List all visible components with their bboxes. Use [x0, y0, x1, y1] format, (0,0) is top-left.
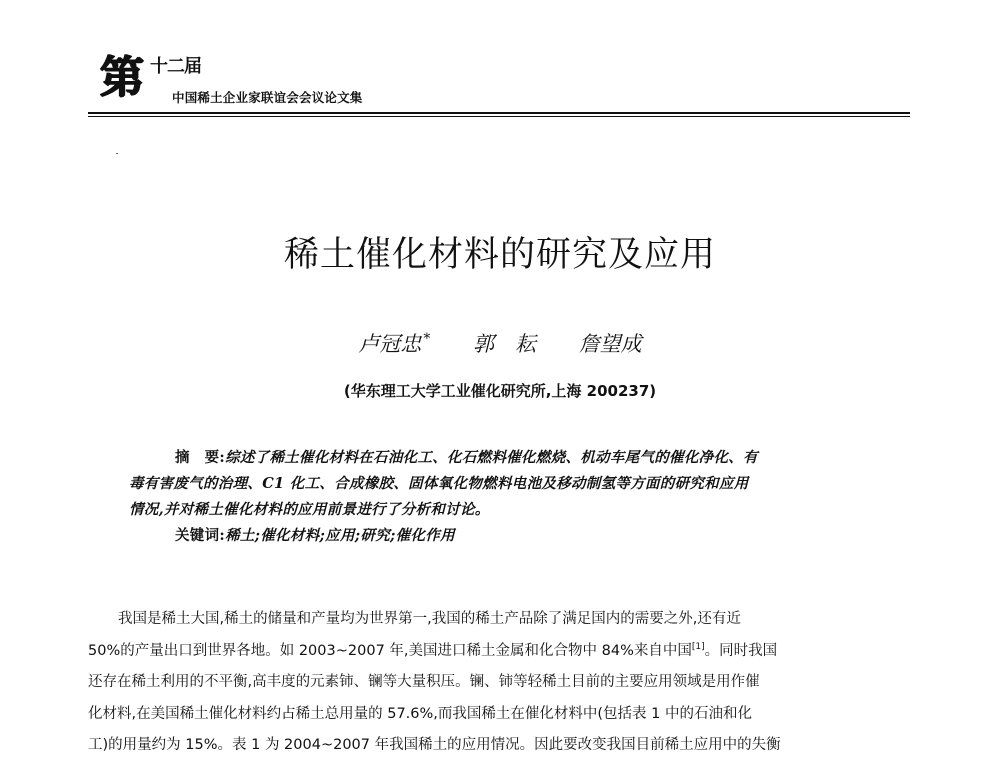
proceedings-subtitle: 中国稀土企业家联谊会会议论文集	[172, 90, 363, 105]
header-rule-thin	[88, 116, 910, 117]
header-rule	[88, 112, 910, 114]
body-line-text: 50%的产量出口到世界各地。如 2003~2007 年,美国进口稀土金属和化合物中 84%来自中国	[88, 642, 692, 659]
paper-title: 稀土催化材料的研究及应用	[283, 235, 716, 275]
author-list	[0, 325, 1000, 358]
body-line: 还存在稀土利用的不平衡,高丰度的元素铈、镧等大量积压。镧、铈等轻稀土目前的主要应用领域是用作催	[88, 674, 760, 691]
scan-speck	[116, 153, 118, 154]
keywords	[175, 523, 874, 549]
abstract-label: 摘 要:	[175, 449, 226, 466]
author-1	[358, 325, 430, 358]
citation-ref: [1]	[691, 641, 705, 652]
abstract-line	[129, 445, 874, 471]
body-line: 工)的用量约为 15%。表 1 为 2004~2007 年我国稀土的应用情况。因此要改变我国目前稀土应用中的失衡	[88, 737, 781, 754]
body-line: 我国是稀土大国,稀土的储量和产量均为世界第一,我国的稀土产品除了满足国内的需要之外,还有近	[118, 611, 741, 627]
logo-edition: 十二届	[150, 56, 201, 77]
abstract-text: 综述了稀土催化材料在石油化工、化石燃料催化燃烧、机动车尾气的催化净化、有	[225, 449, 758, 466]
keywords-value: 稀土;催化材料;应用;研究;催化作用	[225, 527, 455, 544]
body-line	[88, 636, 913, 668]
abstract	[129, 445, 874, 549]
corresponding-author-mark: *	[423, 331, 431, 347]
author-1-name: 卢冠忠	[358, 332, 422, 356]
author-3: 詹望成	[578, 332, 642, 356]
affiliation: (华东理工大学工业催化研究所,上海 200237)	[343, 382, 657, 400]
abstract-line: 毒有害废气的治理、C1 化工、合成橡胶、固体氧化物燃料电池及移动制氢等方面的研究和应用	[129, 475, 749, 492]
abstract-line: 情况,并对稀土催化材料的应用前景进行了分析和讨论。	[129, 501, 490, 518]
logo-character: 第	[100, 52, 144, 103]
body-paragraph	[88, 604, 913, 762]
keywords-label: 关键词:	[175, 527, 226, 544]
author-2: 郭 耘	[473, 332, 536, 356]
body-line-tail: 。同时我国	[704, 642, 778, 659]
body-line: 化材料,在美国稀土催化材料约占稀土总用量的 57.6%,而我国稀土在催化材料中(包括表 1 中的石油和化	[88, 705, 752, 722]
